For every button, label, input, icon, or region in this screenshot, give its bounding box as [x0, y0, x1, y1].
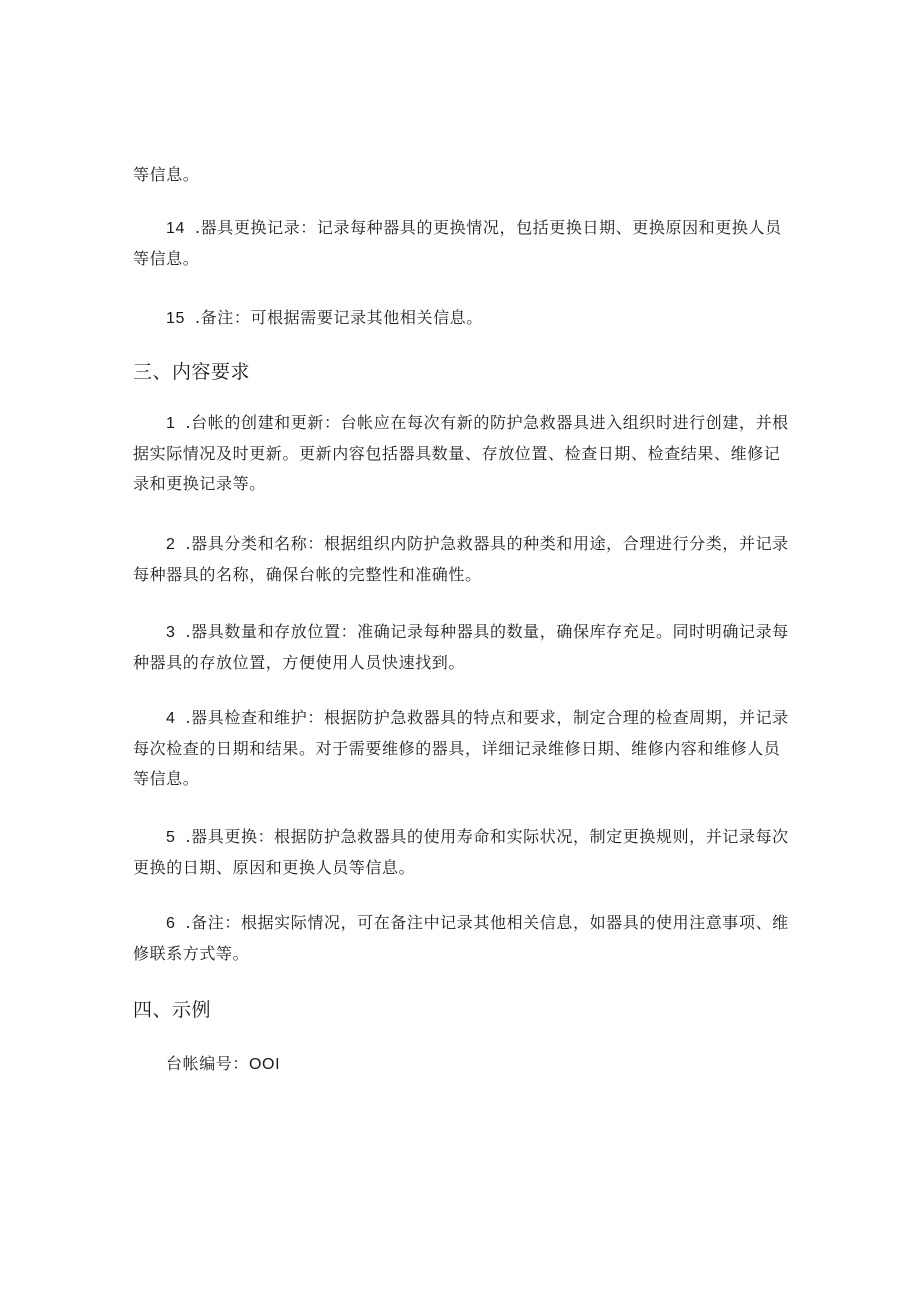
ledger-number-line [166, 1049, 280, 1080]
item-number: 5 [166, 829, 176, 846]
item-14 [133, 213, 795, 274]
item-text: .器具检查和维护：根据防护急救器具的特点和要求，制定合理的检查周期，并记录每次检查的日期和结果。对于需要维修的器具，详细记录维修日期、维修内容和维修人员等信息。 [133, 708, 789, 788]
item-number: 14 [166, 220, 185, 237]
requirement-3 [133, 617, 795, 678]
section-heading-example: 四、示例 [133, 999, 212, 1021]
item-text: .台帐的创建和更新：台帐应在每次有新的防护急救器具进入组织时进行创建，并根据实际情况及时更新。更新内容包括器具数量、存放位置、检查日期、检查结果、维修记录和更换记录等。 [133, 413, 789, 493]
item-number: 6 [166, 915, 176, 932]
item-text: .备注：根据实际情况，可在备注中记录其他相关信息，如器具的使用注意事项、维修联系方式等。 [133, 913, 789, 963]
item-number: 15 [166, 310, 185, 327]
item-number: 1 [166, 415, 176, 432]
ledger-number-label: 台帐编号： [166, 1054, 250, 1073]
requirement-1 [133, 408, 795, 499]
item-text: .器具更换：根据防护急救器具的使用寿命和实际状况，制定更换规则，并记录每次更换的日期、原因和更换人员等信息。 [133, 827, 789, 877]
item-number: 4 [166, 710, 176, 727]
requirement-5 [133, 822, 795, 883]
item-15 [133, 303, 795, 334]
item-number: 2 [166, 536, 176, 553]
section-heading-content-requirements: 三、内容要求 [133, 361, 251, 383]
continuation-text: 等信息。 [133, 165, 200, 184]
item-text: .备注：可根据需要记录其他相关信息。 [195, 308, 483, 327]
requirement-6 [133, 908, 795, 969]
item-text: .器具分类和名称：根据组织内防护急救器具的种类和用途，合理进行分类，并记录每种器具的名称，确保台帐的完整性和准确性。 [133, 534, 789, 584]
item-number: 3 [166, 624, 176, 641]
requirement-4 [133, 703, 795, 794]
ledger-number-value: OOI [249, 1056, 281, 1073]
item-text: .器具数量和存放位置：准确记录每种器具的数量，确保库存充足。同时明确记录每种器具的存放位置，方便使用人员快速找到。 [133, 622, 789, 672]
requirement-2 [133, 529, 795, 590]
item-text: .器具更换记录：记录每种器具的更换情况，包括更换日期、更换原因和更换人员等信息。 [133, 218, 782, 268]
